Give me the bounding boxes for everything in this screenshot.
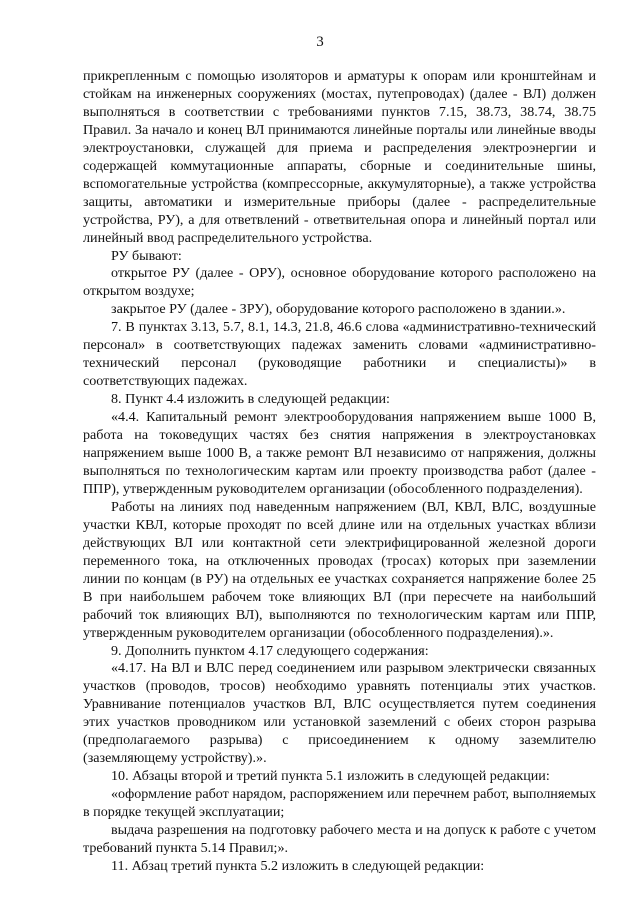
paragraph-clause-4-4: «4.4. Капитальный ремонт электрооборудования напряжением выше 1000 В, работа на токоведущих частях без снятия напряжения в электроустановках напряжением выше 1000 В, а также ремонт ВЛ независимо от напряжения, должны выполняться по технологическим картам или проекту производства работ (далее - ППР), утвержденным руководителем организации (обособленного подразделения).: [83, 409, 596, 497]
paragraph-zru: закрытое РУ (далее - ЗРУ), оборудование которого расположено в здании.».: [111, 301, 566, 318]
page-number: 3: [316, 34, 324, 50]
paragraph-item-7: 7. В пунктах 3.13, 5.7, 8.1, 14.3, 21.8, 46.6 слова «административно-технический персонал» в соответствующих падежах заменить словами «административно-технический персонал (руководящие работники и специалисты)» в соответствующих падежах.: [83, 319, 596, 390]
paragraph-vl-definition: прикрепленным с помощью изоляторов и арматуры к опорам или кронштейнам и стойкам на инженерных сооружениях (мостах, путепроводах) (далее - ВЛ) должен выполняться в соответствии с требованиями пунктов 7.15, 38.73, 38.74, 38.75 Правил. За начало и конец ВЛ принимаются линейные порталы или линейные вводы электроустановки, служащей для приема и распределения электроэнергии и содержащей коммутационные аппараты, сборные и соединительные шины, вспомогательные устройства (компрессорные, аккумуляторные), а также устройства защиты, автоматики и измерительные приборы (далее - распределительные устройства, РУ), а для ответвлений - ответвительная опора и линейный портал или линейный ввод распределительного устройства.: [83, 68, 596, 246]
paragraph-clause-4-17: «4.17. На ВЛ и ВЛС перед соединением или разрывом электрически связанных участков (проводов, тросов) необходимо уравнять потенциалы этих участков. Уравнивание потенциалов участков ВЛ, ВЛС осуществляется путем соединения этих участков проводником или установкой заземлений с обеих сторон разрыва (предполагаемого разрыва) с присоединением к одному заземлителю (заземляющему устройству).».: [83, 660, 596, 767]
paragraph-item-8: 8. Пункт 4.4 изложить в следующей редакции:: [111, 391, 390, 408]
paragraph-induced-voltage: Работы на линиях под наведенным напряжением (ВЛ, КВЛ, ВЛС, воздушные участки КВЛ, которые проходят по всей длине или на отдельных участках вблизи действующих ВЛ или контактной сети электрифицированной железной дороги переменного тока, на отключенных проводах (тросах) которых при заземлении линии по концам (в РУ) на отдельных ее участках сохраняется напряжение более 25 В при наибольшем рабочем токе влияющих ВЛ (при пересчете на наибольший рабочий ток влияющих ВЛ), выполняются по технологическим картам или ППР, утвержденным руководителем организации (обособленного подразделения).».: [83, 498, 596, 641]
paragraph-item-10: 10. Абзацы второй и третий пункта 5.1 изложить в следующей редакции:: [111, 768, 550, 785]
paragraph-ru-types: РУ бывают:: [111, 247, 182, 264]
paragraph-item-9: 9. Дополнить пунктом 4.17 следующего содержания:: [111, 642, 429, 659]
paragraph-oru: открытое РУ (далее - ОРУ), основное оборудование которого расположено на открытом воздухе;: [83, 265, 596, 300]
paragraph-item-11: 11. Абзац третий пункта 5.2 изложить в следующей редакции:: [111, 857, 485, 874]
paragraph-work-orders: «оформление работ нарядом, распоряжением или перечнем работ, выполняемых в порядке текущей эксплуатации;: [83, 786, 596, 821]
paragraph-permission: выдача разрешения на подготовку рабочего места и на допуск к работе с учетом требований пункта 5.14 Правил;».: [83, 822, 596, 856]
document-body: [83, 68, 596, 876]
